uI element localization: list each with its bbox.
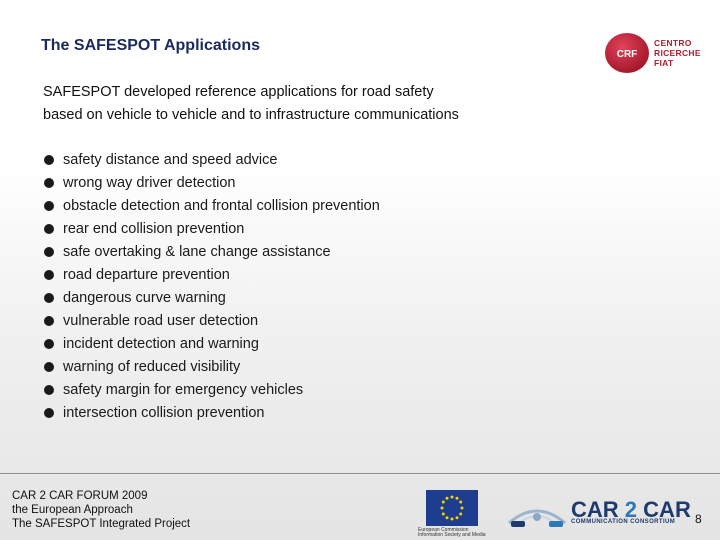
eu-commission-logo: [418, 490, 488, 536]
c2c-car-right: CAR: [643, 497, 691, 522]
list-item: [44, 378, 380, 401]
list-item-text: road departure prevention: [63, 266, 230, 283]
bullet-icon: [44, 155, 54, 165]
list-item-text: safety margin for emergency vehicles: [63, 381, 304, 398]
eu-caption-1: European Commission: [418, 527, 469, 533]
list-item: [44, 332, 380, 355]
bullet-icon: [44, 408, 54, 418]
list-item-text: rear end collision prevention: [63, 220, 245, 237]
bullet-icon: [44, 201, 54, 211]
page-number: 8: [695, 512, 702, 526]
list-item-text: intersection collision prevention: [63, 404, 265, 421]
crf-logo-text: [654, 38, 701, 68]
car2car-emblem-icon: [505, 497, 569, 531]
bullet-icon: [44, 339, 54, 349]
bullet-icon: [44, 362, 54, 372]
crf-line2: RICERCHE: [654, 48, 701, 58]
car2car-logo: [505, 497, 690, 531]
list-item: [44, 240, 380, 263]
bullet-icon: [44, 247, 54, 257]
list-item: [44, 148, 380, 171]
list-item-text: wrong way driver detection: [63, 174, 236, 191]
list-item-text: vulnerable road user detection: [63, 312, 259, 329]
eu-caption-2: Information Society and Media: [418, 532, 486, 538]
list-item: [44, 217, 380, 240]
list-item-text: warning of reduced visibility: [63, 358, 241, 375]
list-item-text: obstacle detection and frontal collision prevention: [63, 197, 380, 214]
list-item-text: dangerous curve warning: [63, 289, 226, 306]
crf-logo-icon: [603, 31, 651, 75]
eu-stars-icon: [426, 490, 478, 526]
list-item: [44, 171, 380, 194]
footer-caption: [12, 489, 190, 531]
bullet-icon: [44, 293, 54, 303]
eu-flag-icon: [426, 490, 478, 526]
bullet-icon: [44, 270, 54, 280]
intro-text: [43, 81, 603, 127]
list-item-text: safe overtaking & lane change assistance: [63, 243, 331, 260]
list-item: [44, 194, 380, 217]
list-item: [44, 355, 380, 378]
footer-line-1: CAR 2 CAR FORUM 2009: [12, 490, 148, 502]
list-item: [44, 309, 380, 332]
application-list: [44, 148, 380, 424]
list-item-text: incident detection and warning: [63, 335, 259, 352]
c2c-two: 2: [624, 497, 638, 522]
list-item: [44, 263, 380, 286]
footer-line-2: the European Approach: [12, 504, 133, 516]
bullet-icon: [44, 178, 54, 188]
footer-divider: [0, 473, 720, 474]
bullet-icon: [44, 224, 54, 234]
list-item: [44, 401, 380, 424]
list-item: [44, 286, 380, 309]
c2c-car-left: CAR: [571, 497, 619, 522]
slide-title: The SAFESPOT Applications: [41, 37, 260, 54]
crf-badge-text: CRF: [616, 49, 638, 60]
intro-line-1: SAFESPOT developed reference applications for road safety: [43, 84, 434, 100]
intro-line-2: based on vehicle to vehicle and to infrastructure communications: [43, 107, 459, 123]
footer-line-3: The SAFESPOT Integrated Project: [12, 518, 191, 530]
bullet-icon: [44, 316, 54, 326]
list-item-text: safety distance and speed advice: [63, 151, 278, 168]
car2car-subtitle: COMMUNICATION CONSORTIUM: [571, 519, 676, 525]
bullet-icon: [44, 385, 54, 395]
crf-line1: CENTRO: [654, 38, 692, 48]
crf-line3: FIAT: [654, 58, 674, 68]
